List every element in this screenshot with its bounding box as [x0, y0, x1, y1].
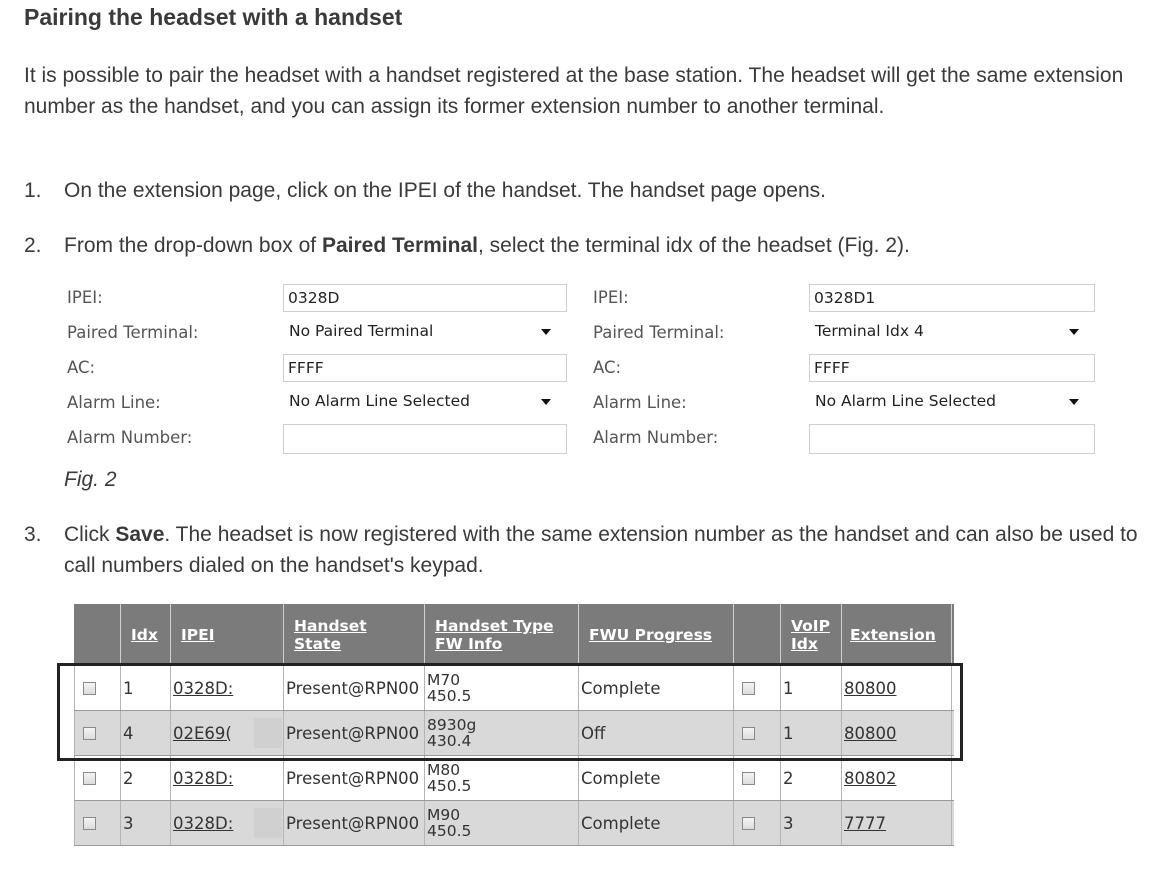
cell-fwu: Off — [579, 711, 734, 755]
step-text: On the extension page, click on the IPEI of the handset. The handset page opens. — [64, 179, 826, 202]
extension-link[interactable]: 80800 — [844, 723, 897, 743]
step-number: 3. — [24, 523, 42, 546]
cell-type: M70 450.5 — [425, 666, 579, 710]
cell-state: Present@RPN00 — [284, 711, 425, 755]
header-voip-idx[interactable]: VoIP Idx — [781, 604, 842, 666]
header-ipei[interactable]: IPEI — [171, 604, 284, 666]
alarm-number-field[interactable] — [809, 424, 1095, 454]
cell-idx: 3 — [121, 801, 171, 845]
table-row — [74, 756, 954, 801]
ac-label: AC: — [593, 358, 622, 377]
redaction-block — [254, 808, 282, 838]
chevron-down-icon — [1069, 329, 1079, 335]
cell-state: Present@RPN00 — [284, 666, 425, 710]
paired-terminal-dropdown[interactable]: Terminal Idx 4 — [811, 319, 1087, 345]
alarm-number-label: Alarm Number: — [593, 428, 719, 447]
step-text: From the drop-down box of Paired Terminal, select the terminal idx of the headset (Fig. 2). — [64, 234, 910, 257]
alarm-line-dropdown[interactable]: No Alarm Line Selected — [811, 389, 1087, 415]
header-select-2 — [734, 604, 781, 666]
ac-field[interactable]: FFFF — [809, 354, 1095, 382]
intro-paragraph: It is possible to pair the headset with a handset registered at the base station. The headset will get the same extension number as the handset, and you can assign its former extension number to another terminal. — [24, 64, 1124, 118]
cell-fwu: Complete — [579, 801, 734, 845]
cell-idx: 1 — [121, 666, 171, 710]
cell-fwu: Complete — [579, 666, 734, 710]
alarm-line-label: Alarm Line: — [593, 393, 687, 412]
header-fwu-progress[interactable]: FWU Progress — [579, 604, 734, 666]
ipei-label: IPEI: — [67, 288, 103, 307]
cell-type: M80 450.5 — [425, 756, 579, 800]
chevron-down-icon — [1069, 399, 1079, 405]
ipei-label: IPEI: — [593, 288, 629, 307]
ipei-field[interactable]: 0328D1 — [809, 284, 1095, 312]
cell-voip: 1 — [781, 711, 842, 755]
step-number: 2. — [24, 234, 42, 257]
cell-extension[interactable] — [842, 756, 952, 800]
step-number: 1. — [24, 179, 42, 202]
chevron-down-icon — [541, 329, 551, 335]
header-handset-state[interactable]: Handset State — [284, 604, 425, 666]
alarm-line-dropdown[interactable]: No Alarm Line Selected — [285, 389, 559, 415]
cell-type: M90 450.5 — [425, 801, 579, 845]
ac-field[interactable]: FFFF — [283, 354, 567, 382]
step-text: Click Save. The headset is now registered with the same extension number as the handset and can also be used to call numbers dialed on the handset's keypad. — [64, 523, 1138, 577]
ipei-link[interactable]: 0328D: — [173, 768, 234, 788]
header-extension[interactable]: Extension — [842, 604, 952, 666]
cell-extension[interactable] — [842, 801, 952, 845]
paired-rows-highlight — [57, 663, 963, 761]
extension-link[interactable]: 80802 — [844, 768, 897, 788]
header-handset-type[interactable]: Handset Type FW Info — [425, 604, 579, 666]
paired-terminal-label: Paired Terminal: — [67, 323, 199, 342]
cell-voip: 1 — [781, 666, 842, 710]
paired-terminal-label: Paired Terminal: — [593, 323, 725, 342]
cell-fwu: Complete — [579, 756, 734, 800]
cell-type: 8930g 430.4 — [425, 711, 579, 755]
row-checkbox[interactable] — [742, 772, 755, 785]
cell-ipei[interactable] — [171, 756, 284, 800]
cell-state: Present@RPN00 — [284, 801, 425, 845]
cell-idx: 4 — [121, 711, 171, 755]
ac-label: AC: — [67, 358, 96, 377]
alarm-line-label: Alarm Line: — [67, 393, 161, 412]
cell-state: Present@RPN00 — [284, 756, 425, 800]
ipei-field[interactable]: 0328D — [283, 284, 567, 312]
table-header — [74, 604, 954, 666]
extension-link[interactable]: 80800 — [844, 678, 897, 698]
fig-2-caption: Fig. 2 — [64, 468, 117, 491]
ipei-link[interactable]: 0328D: — [173, 678, 234, 698]
header-select — [74, 604, 121, 666]
cell-idx: 2 — [121, 756, 171, 800]
chevron-down-icon — [541, 399, 551, 405]
section-heading: Pairing the headset with a handset — [24, 4, 403, 30]
alarm-number-label: Alarm Number: — [67, 428, 193, 447]
extension-link[interactable]: 7777 — [844, 813, 886, 833]
row-checkbox[interactable] — [83, 772, 96, 785]
paired-terminal-dropdown[interactable]: No Paired Terminal — [285, 319, 559, 345]
row-checkbox[interactable] — [742, 817, 755, 830]
ipei-link[interactable]: 02E69( — [173, 723, 232, 743]
alarm-number-field[interactable] — [283, 424, 567, 454]
table-row — [74, 801, 954, 846]
row-checkbox[interactable] — [83, 817, 96, 830]
ipei-link[interactable]: 0328D: — [173, 813, 234, 833]
header-idx[interactable]: Idx — [121, 604, 171, 666]
cell-voip: 2 — [781, 756, 842, 800]
cell-voip: 3 — [781, 801, 842, 845]
